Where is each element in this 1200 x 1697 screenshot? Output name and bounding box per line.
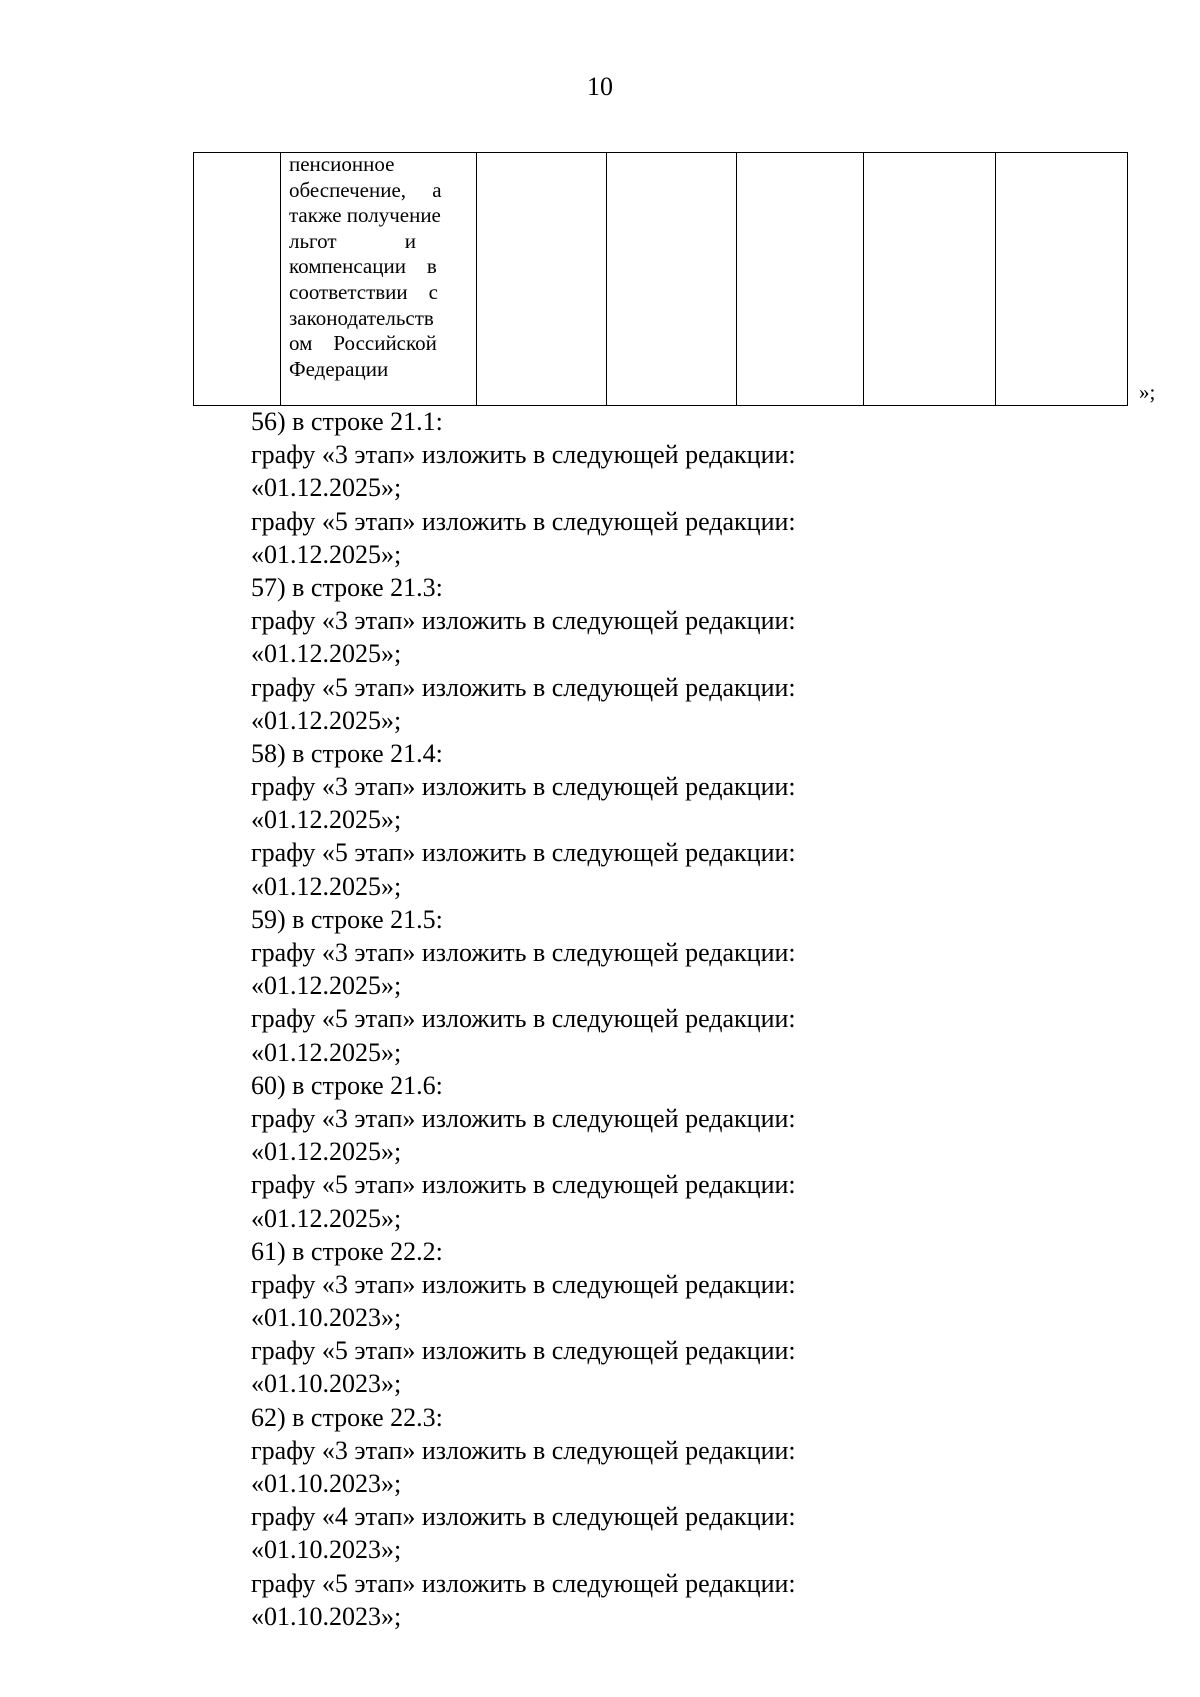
table-cell-empty [864,153,996,406]
text-line: «01.12.2025»; [251,971,402,1001]
text-line: 62) в строке 22.3: [251,1402,443,1432]
text-line: 60) в строке 21.6: [251,1070,443,1100]
table-fragment [193,152,1128,406]
text-line: графу «5 этап» изложить в следующей редакции: [251,1336,796,1366]
text-line: «01.10.2023»; [251,1469,402,1498]
table-cell-text [281,153,477,406]
text-line: «01.12.2025»; [251,871,402,901]
text-line: «01.12.2025»; [251,805,402,835]
text-line: 61) в строке 22.2: [251,1236,443,1266]
table-cell-empty [996,153,1128,406]
table-cell-empty [737,153,864,406]
text-line: графу «5 этап» изложить в следующей редакции: [251,1170,796,1200]
table-cell-line: пенсионное [289,152,395,176]
text-line: «01.12.2025»; [251,639,402,669]
table-cell-line: компенсации в [289,254,437,279]
text-line: графу «5 этап» изложить в следующей редакции: [251,1568,796,1598]
table-cell-line: обеспечение, а [289,177,442,202]
text-line: 56) в строке 21.1: [251,407,443,436]
text-line: графу «4 этап» изложить в следующей редакции: [251,1502,796,1532]
text-line: «01.10.2023»; [251,1369,402,1399]
page-number: 10 [587,72,613,101]
text-line: 57) в строке 21.3: [251,572,443,602]
text-line: графу «5 этап» изложить в следующей редакции: [251,506,796,536]
text-line: 59) в строке 21.5: [251,904,443,934]
table-cell-empty [194,153,281,406]
text-line: графу «3 этап» изложить в следующей редакции: [251,606,796,636]
table-cell-line: законодательств [289,305,434,330]
text-line: «01.10.2023»; [251,1535,402,1565]
table-cell-empty [607,153,737,406]
text-line: графу «3 этап» изложить в следующей редакции: [251,938,796,967]
text-line: «01.12.2025»; [251,473,402,503]
text-line: «01.10.2023»; [251,1601,402,1631]
text-line: «01.12.2025»; [251,539,402,569]
text-line: графу «3 этап» изложить в следующей редакции: [251,1269,796,1299]
text-line: «01.12.2025»; [251,1037,402,1067]
text-line: графу «3 этап» изложить в следующей редакции: [251,440,796,470]
text-line: графу «5 этап» изложить в следующей редакции: [251,672,796,702]
amendment-text [251,405,1111,1633]
table-cell-line: Федерации [289,356,389,381]
text-line: графу «5 этап» изложить в следующей редакции: [251,838,796,868]
table-cell-line: соответствии с [289,279,438,304]
text-line: «01.12.2025»; [251,705,402,735]
table-cell-line: также получение [289,203,441,228]
text-line: «01.12.2025»; [251,1137,402,1167]
table-row [194,153,1128,406]
table-cell-empty [477,153,607,406]
text-line: «01.12.2025»; [251,1203,402,1233]
text-line: графу «5 этап» изложить в следующей редакции: [251,1004,796,1034]
text-line: 58) в строке 21.4: [251,738,443,768]
closing-quote: »; [1139,380,1156,404]
text-line: графу «3 этап» изложить в следующей редакции: [251,1435,796,1465]
text-line: «01.10.2023»; [251,1303,402,1333]
text-line: графу «3 этап» изложить в следующей редакции: [251,772,796,802]
table-cell-line: льгот и [289,228,417,253]
text-line: графу «3 этап» изложить в следующей редакции: [251,1103,796,1133]
table-cell-line: ом Российской [289,331,437,356]
